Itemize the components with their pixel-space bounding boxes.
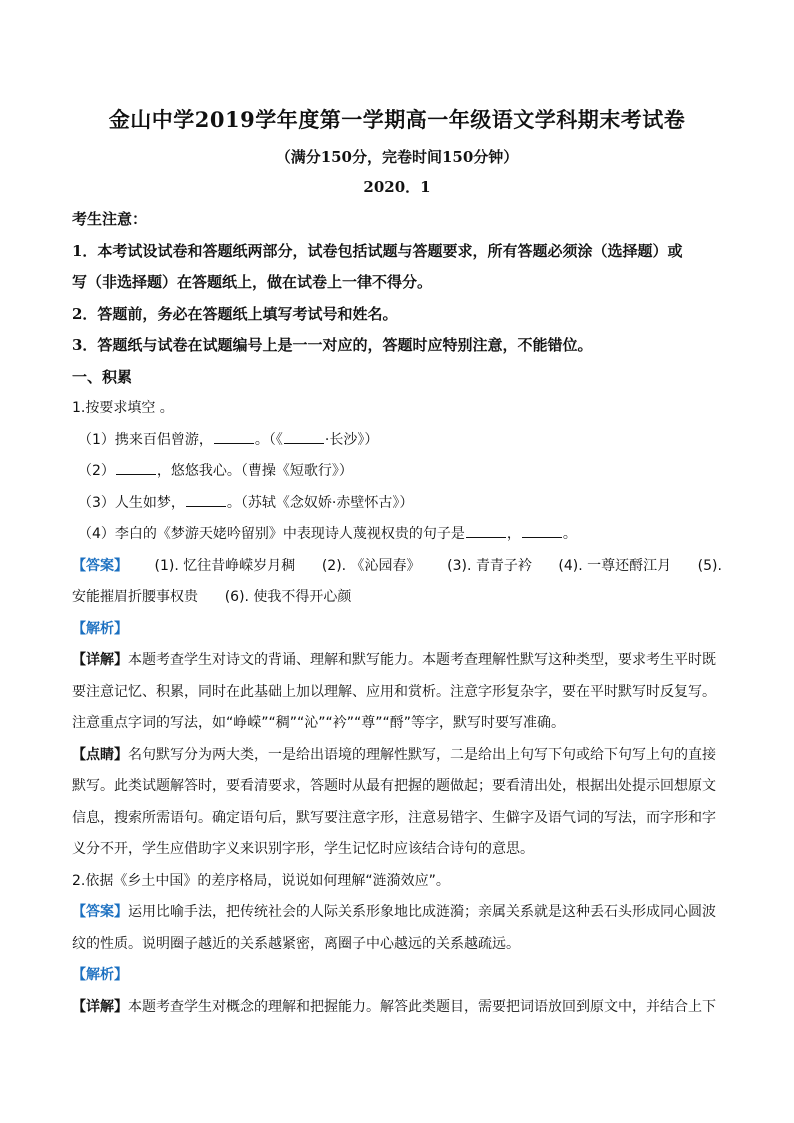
answer-6: (6). 使我不得开心颜 xyxy=(224,589,352,605)
question-2-prompt: 2.依据《乡土中国》的差序格局，说说如何理解“涟漪效应”。 xyxy=(72,872,450,889)
notice-item-3: 3．答题纸与试卷在试题编号上是一一对应的，答题时应特别注意，不能错位。 xyxy=(72,336,593,354)
answer-5-label: (5). xyxy=(697,557,722,574)
question-1-line-3: （3）人生如梦， 。（苏轼《念奴娇·赤壁怀古》） xyxy=(72,488,722,520)
tip-tag: 【点睛】 xyxy=(72,746,128,763)
question-1-detail: 【详解】本题考查学生对诗文的背诵、理解和默写能力。本题考查理解性默写这种类型，要求考生平时既 要注意记忆、积累，同时在此基础上加以理解、应用和赏析。注意字形复杂字，要在平时默写时反复写。 注意重点字词的写法，如“峥嵘”“稠”“沁”“衿”“尊”“酹”等字，默写时要写准确。 xyxy=(72,652,716,731)
exam-date: 2020．1 xyxy=(363,178,431,196)
notice-heading: 考生注意： xyxy=(72,210,148,228)
question-2-answer: 【答案】运用比喻手法，把传统社会的人际关系形象地比成涟漪；亲属关系就是这种丢石头形成同心圆波 纹的性质。说明圈子越近的关系越紧密，离圈子中心越远的关系越疏远。 xyxy=(72,904,716,952)
question-1-line-2: （2） ，悠悠我心。（曹操《短歌行》） xyxy=(72,456,722,488)
answer-tag: 【答案】 xyxy=(72,904,128,920)
answer-tag: 【答案】 xyxy=(72,557,128,574)
question-1-line-1: （1）携来百侣曾游， 。（《 ·长沙》） xyxy=(72,425,722,457)
fill-blank xyxy=(214,429,254,444)
question-1-line-4: （4）李白的《梦游天姥吟留别》中表现诗人蔑视权贵的句子是 ， 。 xyxy=(72,519,722,551)
fill-blank xyxy=(284,429,324,444)
fill-blank xyxy=(186,492,226,507)
notice-item-2: 2．答题前，务必在答题纸上填写考试号和姓名。 xyxy=(72,304,398,323)
exam-body xyxy=(72,204,722,1023)
notice-item-1: 1．本考试设试卷和答题纸两部分，试卷包括试题与答题要求，所有答题必须涂（选择题）或 写（非选择题）在答题纸上，做在试卷上一律不得分。 xyxy=(72,241,683,291)
question-2-detail: 【详解】本题考查学生对概念的理解和把握能力。解答此类题目，需要把词语放回到原文中，并结合上下 xyxy=(72,998,716,1015)
question-1-answer xyxy=(72,551,722,583)
answer-5: 安能摧眉折腰事权贵 xyxy=(72,589,198,605)
answer-1: (1). 忆往昔峥嵘岁月稠 xyxy=(154,557,296,574)
fill-blank xyxy=(522,523,562,538)
question-1-prompt: 1.按要求填空 。 xyxy=(72,400,174,416)
question-1-tip: 【点睛】名句默写分为两大类，一是给出语境的理解性默写，二是给出上句写下句或给下句写上句的直接 默写。此类试题解答时，要看清要求，答题时从最有把握的题做起；要看清出处，根据出处提示回想原文 信息，搜索所需语句。确定语句后，默写要注意字形，注意易错字、生僻字及语气词的写法，而字形和字 义分不开，学生应借助字义来识别字形，学生记忆时应该结合诗句的意思。 xyxy=(72,746,716,857)
answer-2: (2). 《沁园春》 xyxy=(321,557,421,574)
analysis-tag: 【解析】 xyxy=(72,620,128,637)
detail-tag: 【详解】 xyxy=(72,652,128,668)
answer-4: (4). 一尊还酹江月 xyxy=(558,557,672,574)
question-1-answer-cont xyxy=(72,582,722,614)
answer-3: (3). 青青子衿 xyxy=(447,557,532,574)
fill-blank xyxy=(466,523,506,538)
detail-tag: 【详解】 xyxy=(72,998,128,1015)
fill-blank xyxy=(116,460,156,475)
exam-subtitle: （满分150分，完卷时间150分钟） xyxy=(275,148,519,166)
section-heading: 一、积累 xyxy=(72,367,133,386)
exam-title: 金山中学2019学年度第一学期高一年级语文学科期末考试卷 xyxy=(108,107,686,132)
analysis-tag: 【解析】 xyxy=(72,967,128,983)
